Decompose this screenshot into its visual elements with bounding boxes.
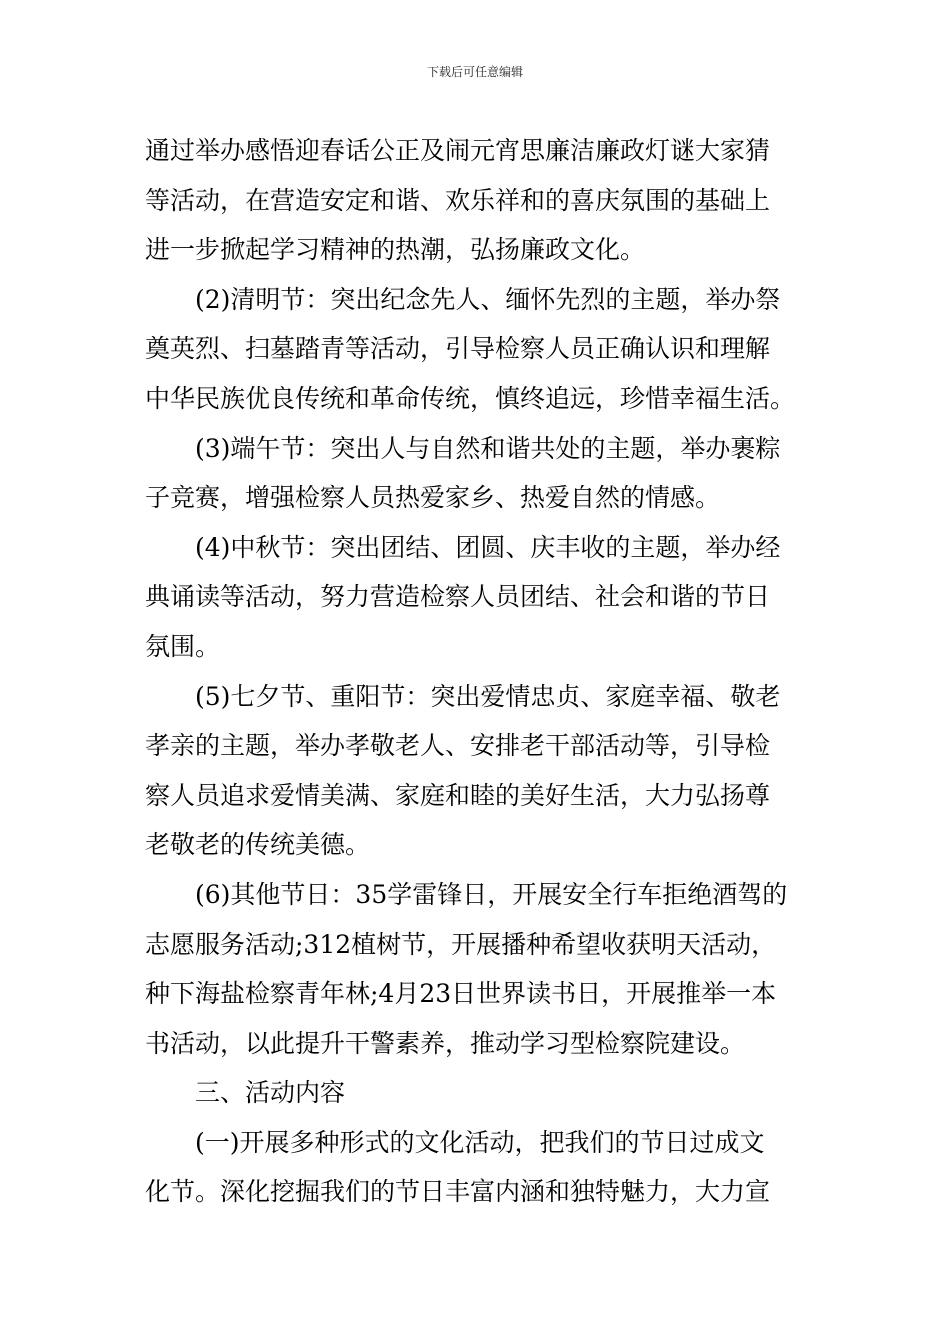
document-body xyxy=(145,126,810,1217)
text-line: 察人员追求爱情美满、家庭和睦的美好生活，大力弘扬尊 xyxy=(145,780,771,810)
paragraph-start-other-festivals: (6)其他节日：35学雷锋日，开展安全行车拒绝酒驾的 xyxy=(195,879,788,909)
page-header: 下载后可任意编辑 xyxy=(426,65,523,79)
paragraph-start-zhongqiu: (4)中秋节：突出团结、团圆、庆丰收的主题，举办经 xyxy=(195,532,781,562)
text-line: 书活动，以此提升干警素养，推动学习型检察院建设。 xyxy=(145,1028,746,1058)
paragraph-start-duanwu: (3)端午节：突出人与自然和谐共处的主题，举办裹粽 xyxy=(195,433,781,463)
text-line: 奠英烈、扫墓踏青等活动，引导检察人员正确认识和理解 xyxy=(145,334,771,364)
section-heading-activity-content: 三、活动内容 xyxy=(195,1078,346,1108)
text-line: 孝亲的主题，举办孝敬老人、安排老干部活动等，引导检 xyxy=(145,731,771,761)
paragraph-start-qingming: (2)清明节：突出纪念先人、缅怀先烈的主题，举办祭 xyxy=(195,284,781,314)
text-line: 进一步掀起学习精神的热潮，弘扬廉政文化。 xyxy=(145,235,646,265)
text-line: 子竞赛，增强检察人员热爱家乡、热爱自然的情感。 xyxy=(145,483,721,513)
text-line: 种下海盐检察青年林;4月23日世界读书日，开展推举一本 xyxy=(145,979,777,1009)
paragraph-start-culture-activities: (一)开展多种形式的文化活动，把我们的节日过成文 xyxy=(195,1127,765,1157)
paragraph-start-qixi-chongyang: (5)七夕节、重阳节：突出爱情忠贞、家庭幸福、敬老 xyxy=(195,681,781,711)
text-line: 典诵读等活动，努力营造检察人员团结、社会和谐的节日 xyxy=(145,582,771,612)
text-line: 等活动，在营造安定和谐、欢乐祥和的喜庆氛围的基础上 xyxy=(145,185,771,215)
text-line: 通过举办感悟迎春话公正及闹元宵思廉洁廉政灯谜大家猜 xyxy=(145,136,771,165)
text-line: 中华民族优良传统和革命传统，慎终追远，珍惜幸福生活。 xyxy=(145,383,796,413)
text-line: 志愿服务活动;312植树节，开展播种希望收获明天活动， xyxy=(145,929,777,959)
text-line: 氛围。 xyxy=(145,631,221,661)
text-line: 化节。深化挖掘我们的节日丰富内涵和独特魅力，大力宣 xyxy=(145,1177,771,1207)
text-line: 老敬老的传统美德。 xyxy=(145,830,371,860)
